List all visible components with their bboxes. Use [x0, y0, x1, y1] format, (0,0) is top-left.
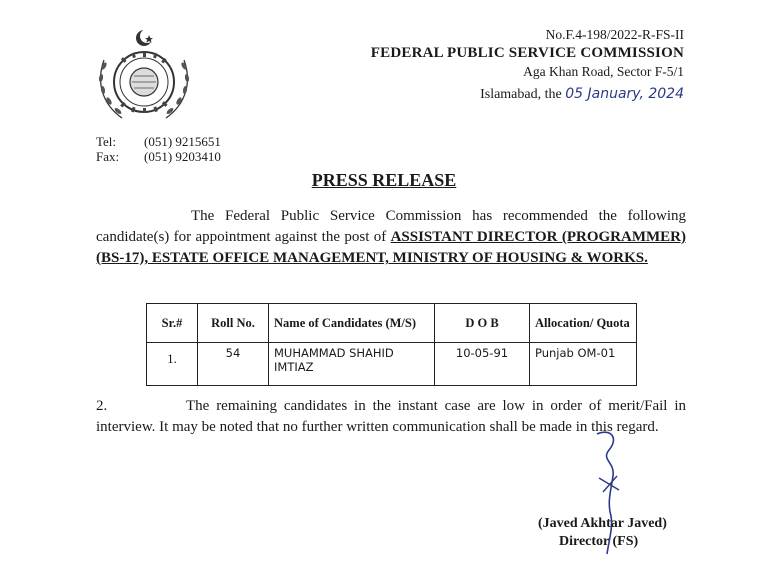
organization-address: Aga Khan Road, Sector F-5/1 [523, 64, 684, 79]
reference-number: No.F.4-198/2022-R-FS-II [545, 27, 684, 42]
paragraph-number: 2. [96, 398, 108, 414]
signatory-name: (Javed Akhtar Javed) [538, 516, 667, 531]
fax-label: Fax: [96, 149, 120, 164]
table-header-row [147, 304, 637, 343]
date-prefix: Islamabad, the [480, 87, 562, 102]
handwritten-date: 05 January, 2024 [565, 86, 684, 102]
cell-sr: 1. [147, 343, 198, 386]
tel-label: Tel: [96, 134, 117, 149]
fax-value: (051) 9203410 [144, 149, 221, 164]
organization-name: FEDERAL PUBLIC SERVICE COMMISSION [370, 45, 684, 61]
candidates-table [146, 303, 637, 386]
date-line [480, 86, 684, 103]
cell-dob: 10-05-91 [435, 343, 530, 386]
intro-text: The Federal Public Service Commission has recommended the following candidate(s) for appointment against the post of [96, 208, 686, 245]
signatory-designation: Director (FS) [559, 534, 639, 549]
telephone-line [96, 134, 221, 150]
table-row [147, 343, 637, 386]
header-name: Name of Candidates (M/S) [269, 304, 435, 343]
header-roll-no: Roll No. [198, 304, 269, 343]
remaining-text: The remaining candidates in the instant case are low in order of merit/Fail in interview. It may be noted that no further written communication shall be made in this regard. [96, 398, 686, 435]
cell-allocation: Punjab OM-01 [530, 343, 637, 386]
tel-value: (051) 9215651 [144, 134, 221, 149]
cell-name: MUHAMMAD SHAHID IMTIAZ [269, 343, 435, 386]
header-allocation: Allocation/ Quota [530, 304, 637, 343]
fax-line [96, 149, 221, 165]
header-sr: Sr.# [147, 304, 198, 343]
paragraph-intro [96, 206, 686, 269]
page-title: PRESS RELEASE [311, 170, 457, 190]
post-title: ASSISTANT DIRECTOR (PROGRAMMER) (BS-17), ESTATE OFFICE MANAGEMENT, MINISTRY OF HOUSING & WORKS. [96, 229, 686, 266]
header-dob: D O B [435, 304, 530, 343]
fpsc-crest-icon [92, 26, 196, 130]
cell-roll-no: 54 [198, 343, 269, 386]
